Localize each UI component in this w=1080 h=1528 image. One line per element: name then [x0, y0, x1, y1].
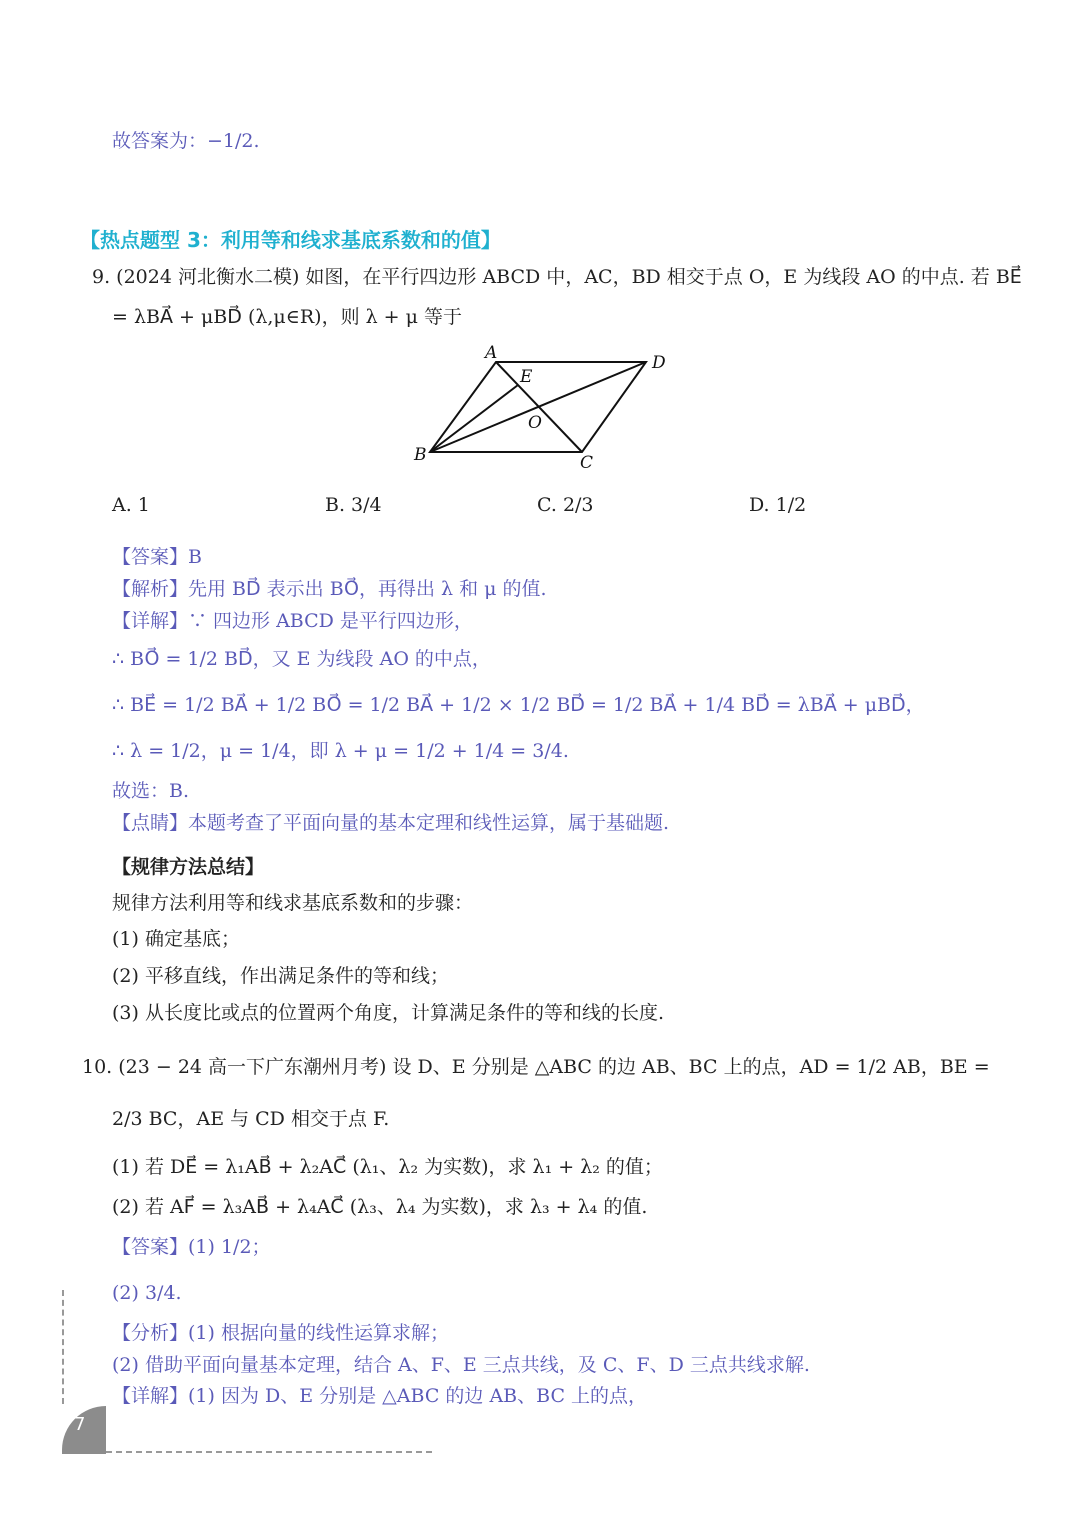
summary-title: 【规律方法总结】 [112, 856, 265, 878]
q10-part1: (1) 若 DE⃗ = λ₁AB⃗ + λ₂AC⃗ (λ₁、λ₂ 为实数)，求 λ₁ + λ₂ 的值； [112, 1156, 663, 1178]
q10-answer2: (2) 3/4. [112, 1282, 182, 1304]
q9-step2: ∴ BE⃗ = 1/2 BA⃗ + 1/2 BO⃗ = 1/2 BA⃗ + 1/2 × 1/2 BD⃗ = 1/2 BA⃗ + 1/4 BD⃗ = λBA⃗ + μBD⃗， [112, 694, 925, 716]
previous-answer: 故答案为：−1/2. [112, 130, 260, 152]
left-dashed-border [62, 1290, 64, 1404]
summary-step-2: (2) 平移直线，作出满足条件的等和线； [112, 965, 449, 987]
label-d: D [652, 353, 666, 373]
q9-analysis: 【解析】先用 BD⃗ 表示出 BO⃗，再得出 λ 和 μ 的值. [112, 578, 547, 600]
option-a: A. 1 [112, 494, 150, 516]
q10-answer1: 【答案】(1) 1/2； [112, 1236, 271, 1258]
label-e: E [520, 367, 533, 387]
label-c: C [580, 453, 594, 468]
q9-choose: 故选：B. [112, 780, 190, 802]
q9-step1: ∴ BO⃗ = 1/2 BD⃗，又 E 为线段 AO 的中点， [112, 648, 491, 670]
summary-step-3: (3) 从长度比或点的位置两个角度，计算满足条件的等和线的长度. [112, 1002, 664, 1024]
section-title: 【热点题型 3：利用等和线求基底系数和的值】 [80, 228, 501, 252]
summary-intro: 规律方法利用等和线求基底系数和的步骤： [112, 892, 474, 914]
label-a: A [485, 343, 498, 363]
label-o: O [528, 413, 542, 433]
q9-answer: 【答案】B [112, 546, 202, 568]
q10-analysis1: 【分析】(1) 根据向量的线性运算求解； [112, 1322, 449, 1344]
parallelogram-figure [400, 338, 680, 468]
q10-detail1: 【详解】(1) 因为 D、E 分别是 △ABC 的边 AB、BC 上的点， [112, 1385, 648, 1407]
bottom-dashed-border [106, 1451, 432, 1453]
q9-step3: ∴ λ = 1/2，μ = 1/4，即 λ + μ = 1/2 + 1/4 = 3/4. [112, 740, 569, 762]
q9-line2: = λBA⃗ + μBD⃗ (λ,μ∈R)，则 λ + μ 等于 [112, 306, 463, 328]
label-b: B [414, 445, 427, 465]
segment-be [430, 385, 518, 452]
summary-step-1: (1) 确定基底； [112, 928, 240, 950]
q9-detail: 【详解】∵ 四边形 ABCD 是平行四边形， [112, 610, 473, 632]
option-d: D. 1/2 [749, 494, 807, 516]
q10-analysis2: (2) 借助平面向量基本定理，结合 A、F、E 三点共线，及 C、F、D 三点共线求解. [112, 1354, 810, 1376]
q9-line1: 9. (2024 河北衡水二模) 如图，在平行四边形 ABCD 中，AC，BD 相交于点 O，E 为线段 AO 的中点. 若 BE⃗ [92, 266, 1022, 288]
page-number: 7 [74, 1414, 86, 1435]
q10-line2: 2/3 BC，AE 与 CD 相交于点 F. [112, 1108, 390, 1130]
q9-comment: 【点睛】本题考查了平面向量的基本定理和线性运算，属于基础题. [112, 812, 670, 834]
option-c: C. 2/3 [537, 494, 594, 516]
q10-part2: (2) 若 AF⃗ = λ₃AB⃗ + λ₄AC⃗ (λ₃、λ₄ 为实数)，求 λ₃ + λ₄ 的值. [112, 1196, 648, 1218]
q10-line1: 10. (23 − 24 高一下广东潮州月考) 设 D、E 分别是 △ABC 的边 AB、BC 上的点，AD = 1/2 AB，BE = [82, 1056, 990, 1078]
option-b: B. 3/4 [325, 494, 382, 516]
